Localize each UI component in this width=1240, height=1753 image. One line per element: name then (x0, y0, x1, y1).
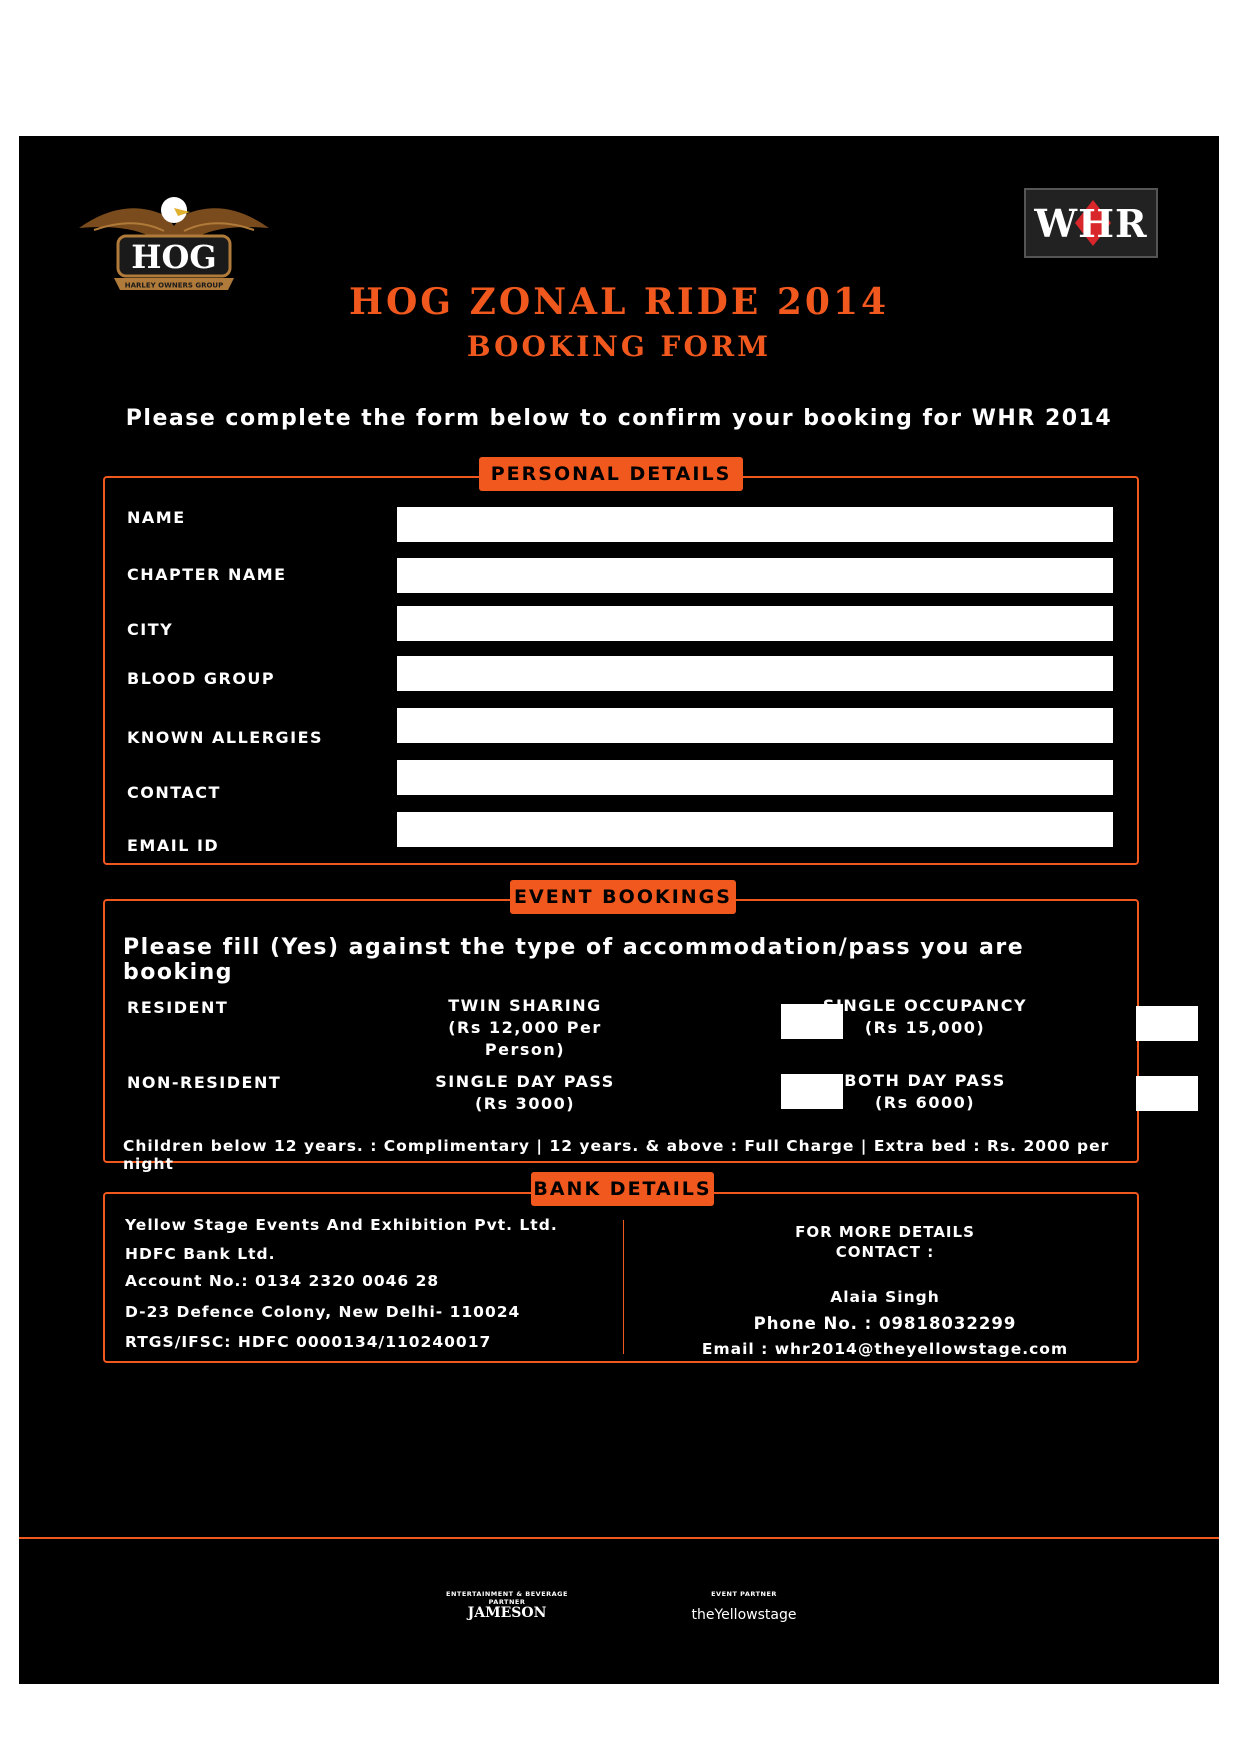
partner1-caption-line1: ENTERTAINMENT & BEVERAGE (446, 1590, 568, 1598)
both-day-pass-option (785, 1070, 1065, 1114)
jameson-logo: JAMESON (467, 1605, 547, 1621)
single-occupancy-option (785, 995, 1065, 1039)
yellowstage-logo: theYellowstage (691, 1607, 797, 1623)
contact-phone: Phone No. : 09818032299 (753, 1314, 1017, 1333)
city-label: CITY (127, 620, 174, 639)
blood-group-field[interactable] (397, 656, 1113, 691)
bank-account-number: Account No.: 0134 2320 0046 28 (125, 1272, 440, 1290)
contact-heading-2: CONTACT : (835, 1243, 935, 1261)
both-day-pass-checkbox[interactable] (1136, 1076, 1198, 1111)
city-field[interactable] (397, 606, 1113, 641)
bank-account-name: Yellow Stage Events And Exhibition Pvt. Ltd. (125, 1216, 558, 1234)
single-day-pass-price: (Rs 3000) (474, 1094, 576, 1113)
svg-text:HARLEY OWNERS GROUP: HARLEY OWNERS GROUP (124, 281, 224, 290)
bank-divider (623, 1220, 624, 1354)
partner1-caption (437, 1590, 577, 1606)
resident-label: RESIDENT (127, 998, 229, 1017)
twin-sharing-option (425, 995, 625, 1061)
booking-form-sheet (19, 136, 1219, 1684)
partner2-caption: EVENT PARTNER (711, 1590, 777, 1598)
twin-sharing-name: TWIN SHARING (448, 996, 602, 1015)
hog-eagle-logo (74, 186, 274, 296)
footer-divider (19, 1537, 1219, 1539)
event-bookings-tag: EVENT BOOKINGS (510, 880, 736, 914)
single-day-pass-option (425, 1071, 625, 1115)
single-occupancy-checkbox[interactable] (1136, 1006, 1198, 1041)
name-field[interactable] (397, 507, 1113, 542)
whr-logo (1024, 188, 1158, 258)
bank-ifsc: RTGS/IFSC: HDFC 0000134/110240017 (125, 1333, 492, 1351)
single-occupancy-name: SINGLE OCCUPANCY (822, 996, 1028, 1015)
bank-name: HDFC Bank Ltd. (125, 1245, 276, 1263)
chapter-name-field[interactable] (397, 558, 1113, 593)
bank-details-tag: BANK DETAILS (531, 1172, 714, 1206)
email-id-label: EMAIL ID (127, 836, 220, 855)
partner1-caption-line2: PARTNER (488, 1598, 526, 1606)
known-allergies-field[interactable] (397, 708, 1113, 743)
known-allergies-label: KNOWN ALLERGIES (127, 728, 324, 747)
contact-field[interactable] (397, 760, 1113, 795)
contact-name: Alaia Singh (830, 1288, 940, 1306)
page-title: HOG ZONAL RIDE 2014 (348, 281, 890, 323)
event-bookings-section (103, 899, 1139, 1173)
non-resident-label: NON-RESIDENT (127, 1073, 282, 1092)
single-occupancy-price: (Rs 15,000) (864, 1018, 986, 1037)
pricing-note: Children below 12 years. : Complimentary | 12 years. & above : Full Charge | Extra bed : Rs. 2000 per night (123, 1137, 1110, 1173)
contact-label: CONTACT (127, 783, 221, 802)
svg-text:HOG: HOG (131, 238, 217, 276)
contact-heading-1: FOR MORE DETAILS (795, 1223, 975, 1241)
personal-details-tag: PERSONAL DETAILS (479, 457, 743, 491)
intro-text: Please complete the form below to confirm your booking for WHR 2014 (125, 406, 1113, 431)
single-day-pass-name: SINGLE DAY PASS (435, 1072, 615, 1091)
twin-sharing-price: (Rs 12,000 Per Person) (448, 1018, 602, 1059)
event-instruction: Please fill (Yes) against the type of accommodation/pass you are booking (123, 935, 1025, 985)
chapter-name-label: CHAPTER NAME (127, 565, 287, 584)
blood-group-label: BLOOD GROUP (127, 669, 276, 688)
name-label: NAME (127, 508, 186, 527)
bank-address: D-23 Defence Colony, New Delhi- 110024 (125, 1303, 521, 1321)
page-subtitle: BOOKING FORM (466, 330, 772, 363)
whr-logo-text: WHR (1034, 201, 1148, 246)
personal-details-section (103, 476, 1139, 865)
contact-email[interactable]: Email : whr2014@theyellowstage.com (701, 1340, 1069, 1358)
both-day-pass-name: BOTH DAY PASS (844, 1071, 1006, 1090)
email-id-field[interactable] (397, 812, 1113, 847)
bank-details-section (103, 1192, 1139, 1363)
both-day-pass-price: (Rs 6000) (874, 1093, 976, 1112)
